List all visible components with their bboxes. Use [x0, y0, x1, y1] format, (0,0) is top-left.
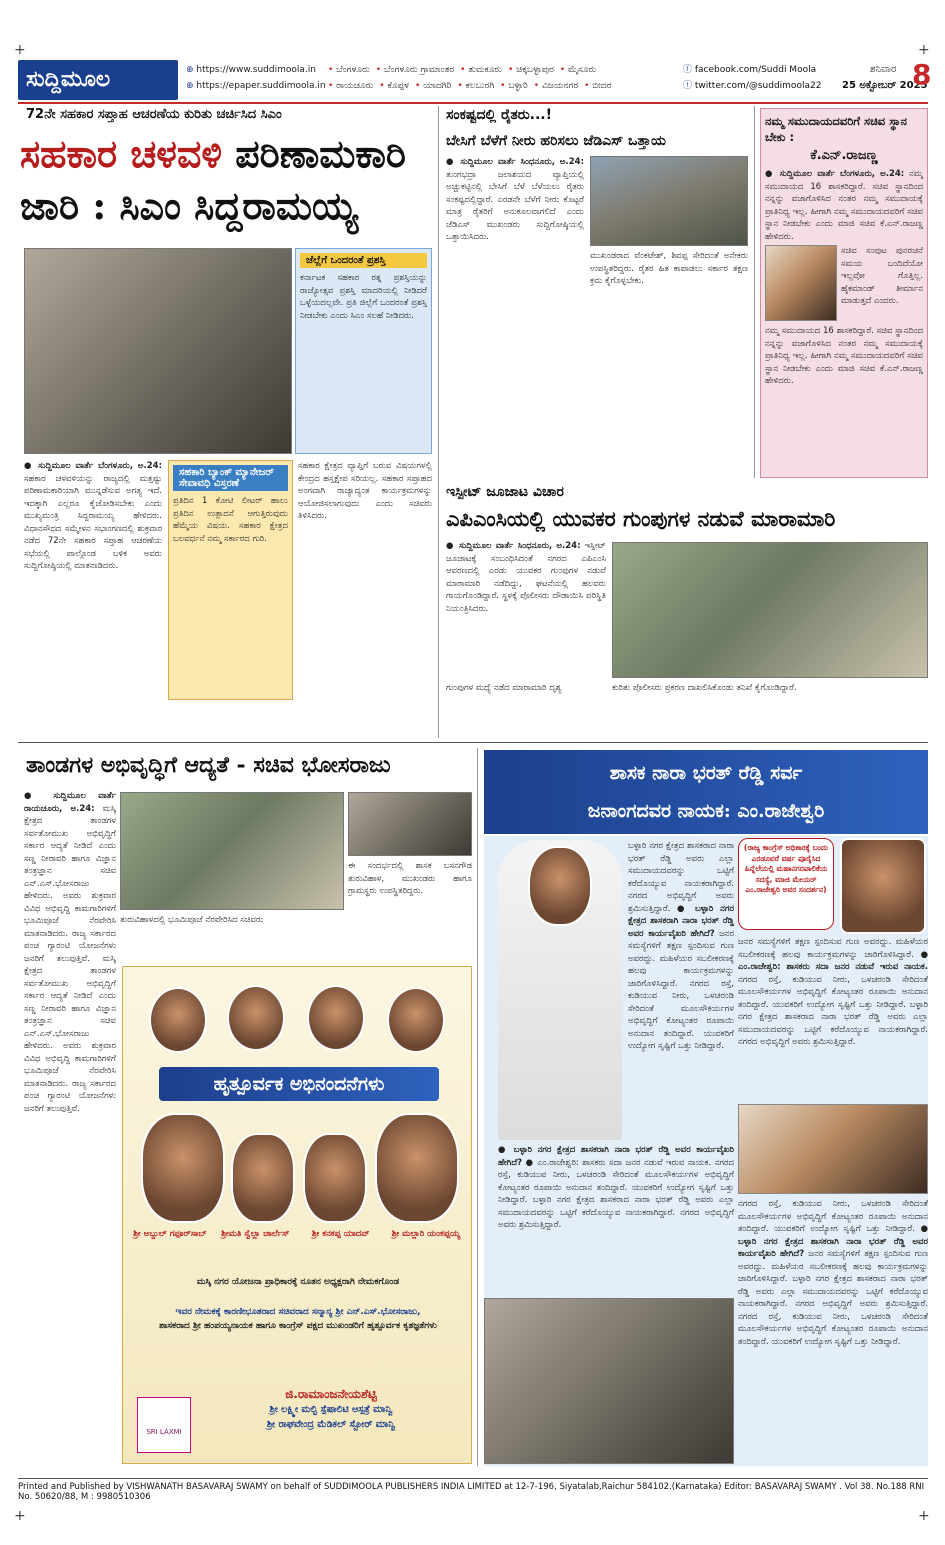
story6-body3: ನಗರದ ರಸ್ತೆ, ಕುಡಿಯುವ ನೀರು, ಒಳಚರಂಡಿ ಸೇರಿದಂತೆ ಮೂಲಸೌಕರ್ಯಗಳ ಅಭಿವೃದ್ಧಿಗೆ ಕೋಟ್ಯಂತರ ರೂಪಾಯಿ ಅನುದಾನ ತಂದಿದ್ದಾರೆ. ಯುವಕರಿಗೆ ಉದ್ಯೋಗ ಸೃಷ್ಟಿಗೆ ಒತ್ತು ನೀಡಿದ್ದಾರೆ. ● ಬಳ್ಳಾರಿ ನಗರ ಕ್ಷೇತ್ರದ ಶಾಸಕರಾಗಿ ನಾರಾ ಭರತ್ ರೆಡ್ಡಿ ಅವರ ಕಾರ್ಯವೈಖರಿ ಹೇಗಿದೆ? ಜನರ ಸಮಸ್ಯೆಗಳಿಗೆ ತಕ್ಷಣ ಸ್ಪಂದಿಸುವ ಗುಣ ಅವರದ್ದು. ಮಹಿಳೆಯರ ಸಬಲೀಕರಣಕ್ಕೆ ಹಲವು ಕಾರ್ಯಕ್ರಮಗಳನ್ನು ಜಾರಿಗೊಳಿಸಿದ್ದಾರೆ. ಬಳ್ಳಾರಿ ನಗರ ಕ್ಷೇತ್ರದ ಶಾಸಕರಾದ ನಾರಾ ಭರತ್ ರೆಡ್ಡಿ ಅವರು ಎಲ್ಲಾ ಸಮುದಾಯದವರನ್ನು ಒಟ್ಟಿಗೆ ಕರೆದೊಯ್ಯುವ ನಾಯಕರಾಗಿದ್ದಾರೆ. ನಗರದ ಅಭಿವೃದ್ಧಿಗೆ ಅವರು ಶ್ರಮಿಸುತ್ತಿದ್ದಾರೆ. ನಗರದ ರಸ್ತೆ, ಕುಡಿಯುವ ನೀರು, ಒಳಚರಂಡಿ ಸೇರಿದಂತೆ ಮೂಲಸೌಕರ್ಯಗಳ ಅಭಿವೃದ್ಧಿಗೆ ಕೋಟ್ಯಂತರ ರೂಪಾಯಿ ಅನುದಾನ ತಂದಿದ್ದಾರೆ. ಯುವಕರಿಗೆ ಉದ್ಯೋಗ ಸೃಷ್ಟಿಗೆ ಒತ್ತು ನೀಡಿದ್ದಾರೆ. — [738, 1199, 928, 1347]
story5-col2: ಈ ಸಂದರ್ಭದಲ್ಲಿ ಶಾಸಕ ಬಸನಗೌಡ ತುರುವಿಹಾಳ, ಮುಖಂಡರು ಹಾಗೂ ಗ್ರಾಮಸ್ಥರು ಉಪಸ್ಥಿತರಿದ್ದರು. — [348, 861, 472, 896]
edition-place: • ಮೈಸೂರು — [560, 65, 596, 75]
apmc-clash-photo — [612, 542, 928, 678]
story6-body: ಬಳ್ಳಾರಿ ನಗರ ಕ್ಷೇತ್ರದ ಶಾಸಕರಾದ ನಾರಾ ಭರತ್ ರೆಡ್ಡಿ ಅವರು ಎಲ್ಲಾ ಸಮುದಾಯದವರನ್ನು ಒಟ್ಟಿಗೆ ಕರೆದೊಯ್ಯುವ ನಾಯಕರಾಗಿದ್ದಾರೆ. ನಗರದ ಅಭಿವೃದ್ಧಿಗೆ ಅವರು ಶ್ರಮಿಸುತ್ತಿದ್ದಾರೆ. ● ಬಳ್ಳಾರಿ ನಗರ ಕ್ಷೇತ್ರದ ಶಾಸಕರಾಗಿ ನಾರಾ ಭರತ್ ರೆಡ್ಡಿ ಅವರ ಕಾರ್ಯವೈಖರಿ ಹೇಗಿದೆ? ಜನರ ಸಮಸ್ಯೆಗಳಿಗೆ ತಕ್ಷಣ ಸ್ಪಂದಿಸುವ ಗುಣ ಅವರದ್ದು. ಮಹಿಳೆಯರ ಸಬಲೀಕರಣಕ್ಕೆ ಹಲವು ಕಾರ್ಯಕ್ರಮಗಳನ್ನು ಜಾರಿಗೊಳಿಸಿದ್ದಾರೆ. ನಗರದ ರಸ್ತೆ, ಕುಡಿಯುವ ನೀರು, ಒಳಚರಂಡಿ ಸೇರಿದಂತೆ ಮೂಲಸೌಕರ್ಯಗಳ ಅಭಿವೃದ್ಧಿಗೆ ಕೋಟ್ಯಂತರ ರೂಪಾಯಿ ಅನುದಾನ ತಂದಿದ್ದಾರೆ. ಯುವಕರಿಗೆ ಉದ್ಯೋಗ ಸೃಷ್ಟಿಗೆ ಒತ್ತು ನೀಡಿದ್ದಾರೆ. — [628, 841, 734, 1051]
crop-mark: + — [14, 42, 26, 58]
mla-photo — [498, 840, 622, 1140]
award-sidebar: ಜೆಲ್ಲೆಗೆ ಒಂದರಂತೆ ಪ್ರಶಸ್ತಿ ಕರ್ನಾಟಕ ಸಹಕಾರ ರತ್ನ ಪ್ರಶಸ್ತಿಯನ್ನು ರಾಜ್ಯೋತ್ಸವ ಪ್ರಶಸ್ತಿ ಮಾದರಿಯಲ್ಲಿ ನೀಡಿದರೆ ಒಳ್ಳೆಯದಲ್ಲವೇ. ಪ್ರತಿ ಜಿಲ್ಲೆಗೆ ಒಂದರಂತೆ ಪ್ರಶಸ್ತಿ ನೀಡಬೇಕು ಎಂದು ಸಿಎಂ ಸಲಹೆ ನೀಡಿದರು. — [295, 248, 432, 454]
edition-place: • ಕಲಬುರಗಿ — [457, 81, 494, 91]
crop-mark: + — [918, 42, 930, 58]
story1-body: ● ಸುದ್ದಿಮೂಲ ವಾರ್ತೆ ಬೆಂಗಳೂರು, ಅ.24: ಸಹಕಾರ ಚಳವಳಿಯನ್ನು ರಾಜ್ಯದಲ್ಲಿ ಮತ್ತಷ್ಟು ಪರಿಣಾಮಕಾರಿಯಾಗಿ ಮುನ್ನಡೆಸುವ ಅಗತ್ಯ ಇದೆ. ಇದಕ್ಕಾಗಿ ಎಲ್ಲರೂ ಕೈಜೋಡಿಸಬೇಕು ಎಂದು ಮುಖ್ಯಮಂತ್ರಿ ಸಿದ್ದರಾಮಯ್ಯ ಹೇಳಿದರು. ವಿಧಾನಸೌಧದ ಸಮ್ಮೇಳನ ಸಭಾಂಗಣದಲ್ಲಿ ಶುಕ್ರವಾರ ನಡೆದ 72ನೇ ಸಹಕಾರ ಸಪ್ತಾಹ ಆಚರಣೆಯ ಸಭೆಯಲ್ಲಿ ಪಾಲ್ಗೊಂಡ ಬಳಿಕ ಅವರು ಸುದ್ದಿಗೋಷ್ಠಿಯಲ್ಲಿ ಮಾತನಾಡಿದರು. — [24, 461, 162, 571]
leader-photo — [149, 987, 207, 1053]
edition-place: • ಚಿಕ್ಕಬಳ್ಳಾಪುರ — [508, 65, 554, 75]
story4-caption-right: ಕುರಿತು ಪೊಲೀಸರು ಪ್ರಕರಣ ದಾಖಲಿಸಿಕೊಂಡು ತನಿಖೆ ಕೈಗೊಂಡಿದ್ದಾರೆ. — [612, 683, 797, 693]
edition-place: • ರಾಯಚೂರು — [328, 81, 373, 91]
honoree-photo — [231, 1133, 295, 1223]
story2-body2: ಮುಖಂಡರಾದ ವೆಂಕಟೇಶ್, ಶಿವಪ್ಪ ಸೇರಿದಂತೆ ಅನೇಕರು ಉಪಸ್ಥಿತರಿದ್ದರು. ರೈತರ ಹಿತ ಕಾಪಾಡಲು ಸರ್ಕಾರ ತಕ್ಷಣ ಕ್ರಮ ಕೈಗೊಳ್ಳಬೇಕು. — [590, 251, 748, 286]
crop-mark: + — [14, 1508, 26, 1524]
leader-photo — [387, 987, 445, 1053]
imprint-line: Printed and Published by VISHWANATH BASAVARAJ SWAMY on behalf of SUDDIMOOLA PUBLISHERS INDIA LIMITED at 12-7-196, Siyatalab,Raichur 584102.(Karnataka) Editor: BASAVARAJ SWAMY . Vol 38. No.188 RNI No. 50620/88, M : 9980510306 — [18, 1478, 928, 1502]
cm-meeting-photo — [24, 248, 292, 454]
bhoomi-pooja-photo — [120, 792, 344, 910]
website-link[interactable]: ⊕ https://www.suddimoola.in — [186, 62, 326, 78]
story4-body: ● ಸುದ್ದಿಮೂಲ ವಾರ್ತೆ ಸಿಂಧನೂರು, ಅ.24: ಇಸ್ಪೀಟ್ ಜೂಜಾಟಕ್ಕೆ ಸಂಬಂಧಿಸಿದಂತೆ ನಗರದ ಎಪಿಎಂಸಿ ಆವರಣದಲ್ಲಿ ಎರಡು ಯುವಕರ ಗುಂಪುಗಳ ನಡುವೆ ಮಾರಾಮಾರಿ ನಡೆದಿದ್ದು, ಘಟನೆಯಲ್ಲಿ ಹಲವರು ಗಾಯಗೊಂಡಿದ್ದಾರೆ. ಸ್ಥಳಕ್ಕೆ ಪೊಲೀಸರು ದೌಡಾಯಿಸಿ ಪರಿಸ್ಥಿತಿ ನಿಯಂತ್ರಿಸಿದರು. — [446, 541, 606, 614]
story4-caption-left: ಗುಂಪುಗಳ ಮಧ್ಯೆ ನಡೆದ ಮಾರಾಮಾರಿ ದೃಶ್ಯ — [446, 683, 562, 693]
hospital-logo: SRI LAXMI — [137, 1397, 191, 1453]
interview-tag: (ರಾಜ್ಯ ಕಾಂಗ್ರೆಸ್ ಅಧಿಕಾರಕ್ಕೆ ಬಂದು ಎರಡೂವರೆ ವರ್ಷ ಪೂರೈಸಿದ ಹಿನ್ನೆಲೆಯಲ್ಲಿ ಮಹಾನಗರಪಾಲಿಕೆಯ ಸದಸ್ಯೆ, ಮಾಜಿ ಮೇಯರ್ ಎಂ.ರಾಜೇಶ್ವರಿ ಅವರ ಸಂದರ್ಶನ) — [738, 838, 834, 930]
facebook-icon: ⓕ — [683, 65, 695, 75]
column-rule — [438, 106, 439, 738]
story5-headline: ತಾಂಡಗಳ ಅಭಿವೃದ್ಧಿಗೆ ಆದ್ಯತೆ - ಸಚಿವ ಭೋಸರಾಜು — [26, 752, 391, 778]
story6-headline: ಶಾಸಕ ನಾರಾ ಭರತ್ ರೆಡ್ಡಿ ಸರ್ವ ಜನಾಂಗದವರ ನಾಯಕ: ಎಂ.ರಾಜೇಶ್ವರಿ — [484, 750, 928, 834]
edition-place: • ಯಾದಗಿರಿ — [415, 81, 451, 91]
jds-press-photo — [590, 156, 748, 246]
story5-body: ● ಸುದ್ದಿಮೂಲ ವಾರ್ತೆ ರಾಯಚೂರು, ಅ.24: ಮಸ್ಕಿ ಕ್ಷೇತ್ರದ ತಾಂಡಗಳ ಸರ್ವತೋಮುಖ ಅಭಿವೃದ್ಧಿಗೆ ಸರ್ಕಾರ ಆದ್ಯತೆ ನೀಡಿದೆ ಎಂದು ಸಣ್ಣ ನೀರಾವರಿ ಹಾಗೂ ವಿಜ್ಞಾನ ತಂತ್ರಜ್ಞಾನ ಸಚಿವ ಎನ್.ಎಸ್.ಭೋಸರಾಜು ಹೇಳಿದರು. ಅವರು ಶುಕ್ರವಾರ ವಿವಿಧ ಅಭಿವೃದ್ಧಿ ಕಾಮಗಾರಿಗಳಿಗೆ ಭೂಮಿಪೂಜೆ ನೆರವೇರಿಸಿ ಮಾತನಾಡಿದರು. ರಾಜ್ಯ ಸರ್ಕಾರದ ಪಂಚ ಗ್ಯಾರಂಟಿ ಯೋಜನೆಗಳು ಜನರಿಗೆ ತಲುಪುತ್ತಿವೆ. ಮಸ್ಕಿ ಕ್ಷೇತ್ರದ ತಾಂಡಗಳ ಸರ್ವತೋಮುಖ ಅಭಿವೃದ್ಧಿಗೆ ಸರ್ಕಾರ ಆದ್ಯತೆ ನೀಡಿದೆ ಎಂದು ಸಣ್ಣ ನೀರಾವರಿ ಹಾಗೂ ವಿಜ್ಞಾನ ತಂತ್ರಜ್ಞಾನ ಸಚಿವ ಎನ್.ಎಸ್.ಭೋಸರಾಜು ಹೇಳಿದರು. ಅವರು ಶುಕ್ರವಾರ ವಿವಿಧ ಅಭಿವೃದ್ಧಿ ಕಾಮಗಾರಿಗಳಿಗೆ ಭೂಮಿಪೂಜೆ ನೆರವೇರಿಸಿ ಮಾತನಾಡಿದರು. ರಾಜ್ಯ ಸರ್ಕಾರದ ಪಂಚ ಗ್ಯಾರಂಟಿ ಯೋಜನೆಗಳು ಜನರಿಗೆ ತಲುಪುತ್ತಿವೆ. — [24, 791, 116, 1114]
edition-place: • ಬಳ್ಳಾರಿ — [500, 81, 528, 91]
edition-place: • ತುಮಕೂರು — [460, 65, 502, 75]
facebook-link[interactable]: ⓕ facebook.com/Suddi Moola — [683, 65, 817, 75]
congratulations-ad — [122, 966, 472, 1464]
story6-body2: ಜನರ ಸಮಸ್ಯೆಗಳಿಗೆ ತಕ್ಷಣ ಸ್ಪಂದಿಸುವ ಗುಣ ಅವರದ್ದು. ಮಹಿಳೆಯರ ಸಬಲೀಕರಣಕ್ಕೆ ಹಲವು ಕಾರ್ಯಕ್ರಮಗಳನ್ನು ಜಾರಿಗೊಳಿಸಿದ್ದಾರೆ. ● ಎಂ.ರಾಜೇಶ್ವರಿ: ಶಾಸಕರು ಸದಾ ಜನರ ನಡುವೆ ಇರುವ ನಾಯಕ. ನಗರದ ರಸ್ತೆ, ಕುಡಿಯುವ ನೀರು, ಒಳಚರಂಡಿ ಸೇರಿದಂತೆ ಮೂಲಸೌಕರ್ಯಗಳ ಅಭಿವೃದ್ಧಿಗೆ ಕೋಟ್ಯಂತರ ರೂಪಾಯಿ ಅನುದಾನ ತಂದಿದ್ದಾರೆ. ಯುವಕರಿಗೆ ಉದ್ಯೋಗ ಸೃಷ್ಟಿಗೆ ಒತ್ತು ನೀಡಿದ್ದಾರೆ. ಬಳ್ಳಾರಿ ನಗರ ಕ್ಷೇತ್ರದ ಶಾಸಕರಾದ ನಾರಾ ಭರತ್ ರೆಡ್ಡಿ ಅವರು ಎಲ್ಲಾ ಸಮುದಾಯದವರನ್ನು ಒಟ್ಟಿಗೆ ಕರೆದೊಯ್ಯುವ ನಾಯಕರಾಗಿದ್ದಾರೆ. ನಗರದ ಅಭಿವೃದ್ಧಿಗೆ ಅವರು ಶ್ರಮಿಸುತ್ತಿದ್ದಾರೆ. — [738, 937, 928, 1047]
column-rule — [754, 106, 755, 478]
story1-headline-line2: ಜಾರಿ : ಸಿಎಂ ಸಿದ್ದರಾಮಯ್ಯ — [20, 183, 358, 228]
social-links — [683, 62, 821, 94]
story1-col3: ಸಹಕಾರ ಕ್ಷೇತ್ರದ ವ್ಯಾಪ್ತಿಗೆ ಬರುವ ವಿಷಯಗಳಲ್ಲಿ ಕೇಂದ್ರದ ಹಸ್ತಕ್ಷೇಪ ಸರಿಯಲ್ಲ. ಸಹಕಾರ ಸಪ್ತಾಹದ ಅಂಗವಾಗಿ ರಾಜ್ಯಾದ್ಯಂತ ಕಾರ್ಯಕ್ರಮಗಳನ್ನು ಆಯೋಜಿಸಲಾಗುವುದು ಎಂದು ಸಚಿವರು ತಿಳಿಸಿದರು. — [298, 461, 432, 521]
section-rule — [18, 742, 928, 743]
masthead — [18, 58, 932, 104]
honoree-photo — [303, 1133, 367, 1223]
edition-place: • ವಿಜಯನಗರ — [534, 81, 578, 91]
event-photo — [738, 1104, 928, 1194]
mla-face — [528, 846, 592, 926]
rajanna-box: ನಮ್ಮ ಸಮುದಾಯದವರಿಗೆ ಸಚಿವ ಸ್ಥಾನ ಬೇಕು : ಕೆ.ಎನ್.ರಾಜಣ್ಣ ● ಸುದ್ದಿಮೂಲ ವಾರ್ತೆ ಬೆಂಗಳೂರು, ಅ.24: ನಮ್ಮ ಸಮುದಾಯದ 16 ಶಾಸಕರಿದ್ದಾರೆ. ಸಚಿವ ಸ್ಥಾನದಿಂದ ನನ್ನನ್ನು ವಜಾಗೊಳಿಸಿದ ನಂತರ ನಮ್ಮ ಸಮುದಾಯಕ್ಕೆ ಪ್ರಾತಿನಿಧ್ಯ ಇಲ್ಲ. ಹೀಗಾಗಿ ನಮ್ಮ ಸಮುದಾಯದವರಿಗೆ ಸಚಿವ ಸ್ಥಾನ ನೀಡಬೇಕು ಎಂದು ಮಾಜಿ ಸಚಿವ ಕೆ.ಎನ್.ರಾಜಣ್ಣ ಹೇಳಿದರು. ಸಚಿವ ಸಂಪುಟ ಪುನರಚನೆ ಸಮಯ ಬಂದಿದೆಯೋ ಇಲ್ಲವೋ ಗೊತ್ತಿಲ್ಲ. ಹೈಕಮಾಂಡ್ ತೀರ್ಮಾನ ಮಾಡುತ್ತದೆ ಎಂದರು. ನಮ್ಮ ಸಮುದಾಯದ 16 ಶಾಸಕರಿದ್ದಾರೆ. ಸಚಿವ ಸ್ಥಾನದಿಂದ ನನ್ನನ್ನು ವಜಾಗೊಳಿಸಿದ ನಂತರ ನಮ್ಮ ಸಮುದಾಯಕ್ಕೆ ಪ್ರಾತಿನಿಧ್ಯ ಇಲ್ಲ. ಹೀಗಾಗಿ ನಮ್ಮ ಸಮುದಾಯದವರಿಗೆ ಸಚಿವ ಸ್ಥಾನ ನೀಡಬೇಕು ಎಂದು ಮಾಜಿ ಸಚಿವ ಕೆ.ಎನ್.ರಾಜಣ್ಣ ಹೇಳಿದರು. — [760, 108, 928, 478]
twitter-link[interactable]: ⓣ twitter.com/@suddimoola22 — [683, 81, 822, 91]
ad-sender: ಜಿ.ರಾಮಾಂಜನೇಯಶೆಟ್ಟಿ ಶ್ರೀ ಲಕ್ಷ್ಮೀ ಮಲ್ಟಿ ಸ್ಪೆಷಾಲಿಟಿ ಆಸ್ಪತ್ರೆ ಮಾನ್ವಿ ಶ್ರೀ ರಾಘವೇಂದ್ರ ಮೆಡಿಕಲ್ ಸ್ಟೋರ್ ಮಾನ್ವಿ — [266, 1387, 396, 1430]
story2-body: ● ಸುದ್ದಿಮೂಲ ವಾರ್ತೆ ಸಿಂಧನೂರು, ಅ.24: ತುಂಗಭದ್ರಾ ಜಲಾಶಯದ ವ್ಯಾಪ್ತಿಯಲ್ಲಿ ಅಚ್ಚುಕಟ್ಟಿನಲ್ಲಿ ಬೇಸಿಗೆ ಬೆಳೆ ಬೆಳೆಯಲು ರೈತರು ಸಂಕಷ್ಟದಲ್ಲಿದ್ದಾರೆ. ಎರಡನೇ ಬೆಳೆಗೆ ನೀರು ಕೊಟ್ಟರೆ ಮಾತ್ರ ರೈತರಿಗೆ ಅನುಕೂಲವಾಗಲಿದೆ ಎಂದು ಜೆಡಿಎಸ್ ಮುಖಂಡರು ಸುದ್ದಿಗೋಷ್ಠಿಯಲ್ಲಿ ಒತ್ತಾಯಿಸಿದರು. — [446, 157, 584, 242]
crop-mark: + — [918, 1508, 930, 1524]
minister-photo — [348, 792, 472, 856]
leader-photo — [227, 985, 285, 1051]
rajanna-photo — [765, 245, 837, 321]
edition-place: • ಕೊಪ್ಪಳ — [379, 81, 409, 91]
story2-headline: ಬೇಸಿಗೆ ಬೆಳೆಗೆ ನೀರು ಹರಿಸಲು ಜೆಡಿಎಸ್ ಒತ್ತಾಯ — [446, 133, 666, 149]
inauguration-photo — [484, 1298, 734, 1464]
site-links — [186, 62, 326, 94]
bank-manager-box: ಸಹಕಾರಿ ಬ್ಯಾಂಕ್ ಮ್ಯಾನೇಜರ್ ಸೇವಾವಧಿ ವಿಸ್ತರಣೆ ಪ್ರತಿದಿನ 1 ಕೋಟಿ ಲೀಟರ್ ಹಾಲು ಪ್ರತಿದಿನ ಉತ್ಪಾದನೆ ಆಗುತ್ತಿರುವುದು ಹೆಮ್ಮೆಯ ವಿಷಯ. ಸಹಕಾರ ಕ್ಷೇತ್ರದ ಬಲವರ್ಧನೆ ನಮ್ಮ ಸರ್ಕಾರದ ಗುರಿ. — [168, 460, 293, 700]
edition-place: • ಬೀದರ — [584, 81, 611, 91]
ad-message: ಮಸ್ಕಿ ನಗರ ಯೋಜನಾ ಪ್ರಾಧಿಕಾರಕ್ಕೆ ನೂತನ ಅಧ್ಯಕ್ಷರಾಗಿ ನೇಮಕಗೊಂಡ ಇವರ ನೇಮಕಕ್ಕೆ ಕಾರಣೀಭೂತರಾದ ಸಚಿವರಾದ ಸನ್ಮಾನ್ಯ ಶ್ರೀ ಎನ್.ಎಸ್.ಭೋಸರಾಜು, ಶಾಸಕರಾದ ಶ್ರೀ ಹಂಪಯ್ಯನಾಯಕ ಹಾಗೂ ಕಾಂಗ್ರೆಸ್ ಪಕ್ಷದ ಮುಖಂಡರಿಗೆ ಹೃತ್ಪೂರ್ವಕ ಕೃತಜ್ಞತೆಗಳು — [159, 1277, 437, 1331]
story2-kicker: ಸಂಕಷ್ಟದಲ್ಲಿ ರೈತರು...! — [446, 107, 553, 123]
page-number: 8 — [912, 58, 932, 91]
issue-date: ಶನಿವಾರ 25 ಅಕ್ಟೋಬರ್ 2025 — [842, 64, 928, 91]
edition-places — [328, 62, 678, 94]
rajeshwari-photo — [840, 838, 926, 934]
ad-title: ಹೃತ್ಪೂರ್ವಕ ಅಭಿನಂದನೆಗಳು — [159, 1067, 439, 1101]
story5-caption: ತುರುವಿಹಾಳದಲ್ಲಿ ಭೂಮಿಪೂಜೆ ನೆರವೇರಿಸಿದ ಸಚಿವರು — [120, 915, 264, 925]
edition-place: • ಬೆಂಗಳೂರು — [328, 65, 370, 75]
story4-headline: ಎಪಿಎಂಸಿಯಲ್ಲಿ ಯುವಕರ ಗುಂಪುಗಳ ನಡುವೆ ಮಾರಾಮಾರಿ — [446, 506, 836, 531]
story6-qa: ● ಬಳ್ಳಾರಿ ನಗರ ಕ್ಷೇತ್ರದ ಶಾಸಕರಾಗಿ ನಾರಾ ಭರತ್ ರೆಡ್ಡಿ ಅವರ ಕಾರ್ಯವೈಖರಿ ಹೇಗಿದೆ? ● ಎಂ.ರಾಜೇಶ್ವರಿ: ಶಾಸಕರು ಸದಾ ಜನರ ನಡುವೆ ಇರುವ ನಾಯಕ. ನಗರದ ರಸ್ತೆ, ಕುಡಿಯುವ ನೀರು, ಒಳಚರಂಡಿ ಸೇರಿದಂತೆ ಮೂಲಸೌಕರ್ಯಗಳ ಅಭಿವೃದ್ಧಿಗೆ ಕೋಟ್ಯಂತರ ರೂಪಾಯಿ ಅನುದಾನ ತಂದಿದ್ದಾರೆ. ಯುವಕರಿಗೆ ಉದ್ಯೋಗ ಸೃಷ್ಟಿಗೆ ಒತ್ತು ನೀಡಿದ್ದಾರೆ. ಬಳ್ಳಾರಿ ನಗರ ಕ್ಷೇತ್ರದ ಶಾಸಕರಾದ ನಾರಾ ಭರತ್ ರೆಡ್ಡಿ ಅವರು ಎಲ್ಲಾ ಸಮುದಾಯದವರನ್ನು ಒಟ್ಟಿಗೆ ಕರೆದೊಯ್ಯುವ ನಾಯಕರಾಗಿದ್ದಾರೆ. ನಗರದ ಅಭಿವೃದ್ಧಿಗೆ ಅವರು ಶ್ರಮಿಸುತ್ತಿದ್ದಾರೆ. — [498, 1145, 734, 1230]
story1-kicker: 72ನೇ ಸಹಕಾರ ಸಪ್ತಾಹ ಆಚರಣೆಯ ಕುರಿತು ಚರ್ಚಿಸಿದ ಸಿಎಂ — [26, 107, 282, 122]
story1-headline: ಸಹಕಾರ ಚಳವಳಿ ಪರಿಣಾಮಕಾರಿ — [20, 131, 406, 176]
column-rule — [477, 748, 478, 1466]
story4-kicker: ಇಸ್ಪೀಟ್ ಜೂಜಾಟ ವಿಚಾರ — [446, 484, 564, 500]
honoree-photo — [375, 1113, 459, 1223]
honoree-names: ಶ್ರೀ ಅಬ್ದುಲ್ ಗಫೂರ್‌ಸಾಬ್ ಶ್ರೀಮತಿ ಸ್ವೆಲ್ಲಾ ಚಾರ್ಲೆಸ್ ಶ್ರೀ ಕನಕಪ್ಪ ಯಾದವ್ ಶ್ರೀ ಮಲ್ಲಾರಿ ಯಂಕಪ್ಪಯ್ಯ — [133, 1229, 461, 1239]
newspaper-logo: ಸುದ್ದಿಮೂಲ — [18, 60, 178, 100]
edition-place: • ಬೆಂಗಳೂರು ಗ್ರಾಮಾಂತರ — [376, 65, 454, 75]
leader-photo — [307, 985, 365, 1051]
honoree-photo — [141, 1113, 225, 1223]
twitter-icon: ⓣ — [683, 81, 695, 91]
epaper-link[interactable]: ⊕ https://epaper.suddimoola.in — [186, 78, 326, 94]
